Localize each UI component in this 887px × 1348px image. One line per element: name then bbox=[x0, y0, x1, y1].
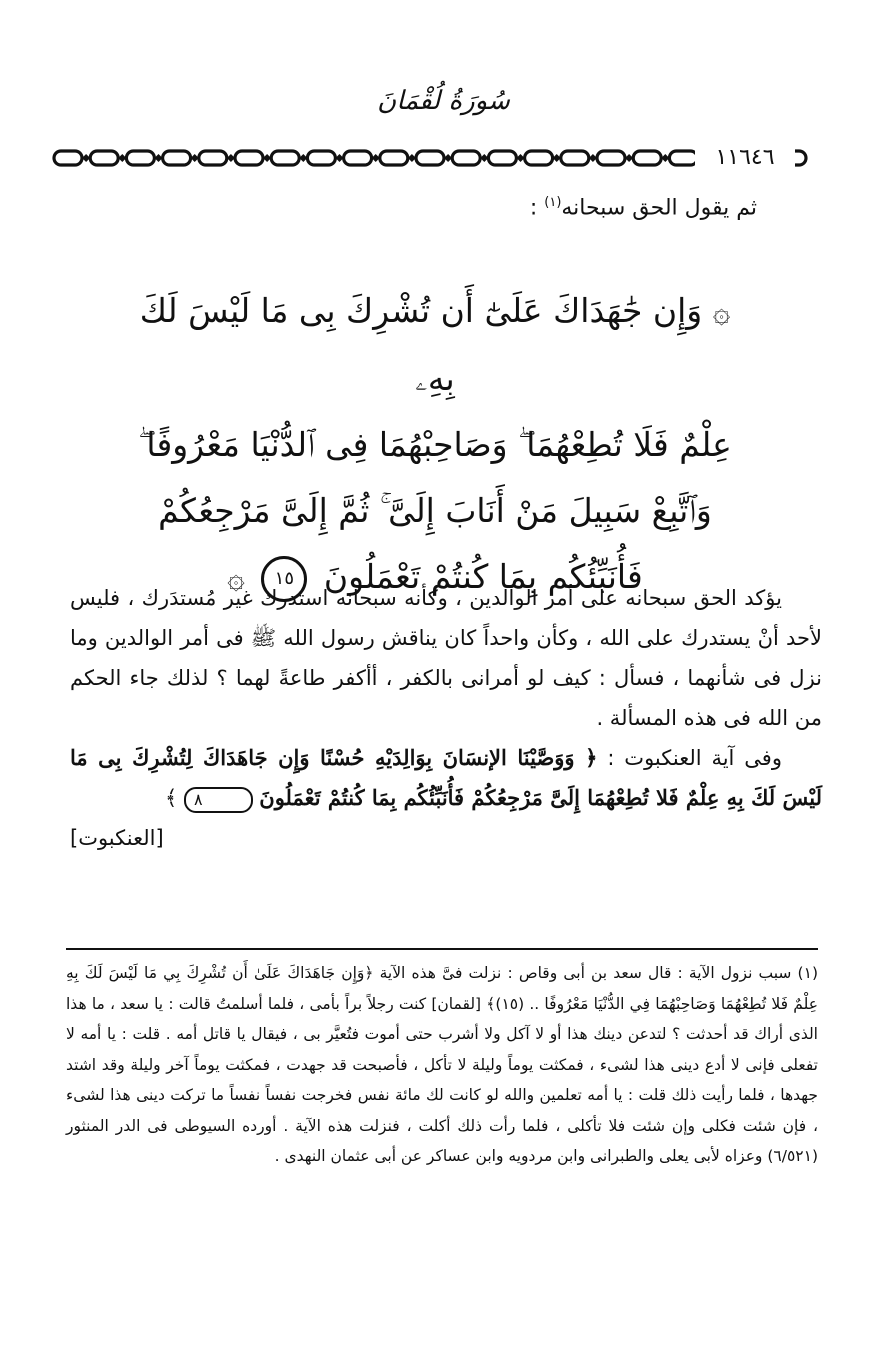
border-diamond bbox=[444, 154, 452, 162]
border-link bbox=[380, 151, 408, 165]
border-link bbox=[633, 151, 661, 165]
quote-close: ﴾ bbox=[164, 786, 178, 810]
quote-intro: وفى آية العنكبوت : bbox=[607, 746, 782, 770]
border-diamond bbox=[336, 154, 344, 162]
intro-text: ثم يقول الحق سبحانه bbox=[561, 195, 757, 221]
border-link bbox=[344, 151, 372, 165]
footnote-divider bbox=[66, 948, 818, 950]
border-link bbox=[199, 151, 227, 165]
verse-line: وَٱتَّبِعْ سَبِيلَ مَنْ أَنَابَ إِلَىَّ ۚ ثُمَّ إِلَىَّ مَرْجِعُكُمْ bbox=[158, 491, 712, 530]
verse-line bbox=[130, 278, 740, 412]
footnote-marker[interactable]: (١) bbox=[544, 195, 562, 210]
border-diamond bbox=[191, 154, 199, 162]
border-diamond bbox=[517, 154, 525, 162]
intro-line bbox=[530, 195, 757, 220]
border-diamond bbox=[625, 154, 633, 162]
commentary-paragraph: يؤكد الحق سبحانه على أمر الوالدين ، وكأنه سبحانه استدرك غير مُستدَرك ، فليس لأحد أنْ يستدرك على الله ، وكأن واحداً كان يناقش رسول الله ﷺ فى أمر الوالدين وما نزل فى شأنهما ، فسأل : كيف لو أمرانى بالكفر ، أأكفر طاعةً لهما ؟ لذلك جاء الحكم من الله فى هذه المسألة . bbox=[70, 586, 822, 730]
border-link bbox=[235, 151, 263, 165]
border-link bbox=[669, 151, 697, 165]
quran-verse-block bbox=[130, 278, 740, 612]
border-diamond bbox=[661, 154, 669, 162]
verse-line-text: وَإِن جَٰهَدَاكَ عَلَىٰٓ أَن تُشْرِكَ بِى مَا لَيْسَ لَكَ بِهِۦ bbox=[139, 291, 703, 398]
border-link bbox=[126, 151, 154, 165]
border-link bbox=[488, 151, 516, 165]
border-link bbox=[525, 151, 553, 165]
ayah-number-badge: ٨ bbox=[184, 787, 253, 813]
border-diamond bbox=[589, 154, 597, 162]
ayah-number-badge: ١٥ bbox=[261, 556, 307, 602]
border-diamond bbox=[227, 154, 235, 162]
border-link bbox=[452, 151, 480, 165]
border-link bbox=[561, 151, 589, 165]
border-diamond bbox=[118, 154, 126, 162]
border-diamond bbox=[299, 154, 307, 162]
border-link bbox=[54, 151, 82, 165]
footnote bbox=[66, 958, 818, 1172]
border-link bbox=[271, 151, 299, 165]
intro-colon: : bbox=[529, 195, 538, 221]
border-link bbox=[307, 151, 335, 165]
surah-reference: [العنكبوت] bbox=[70, 826, 164, 850]
border-diamond bbox=[408, 154, 416, 162]
quoted-verse: ﴿ وَوَصَّيْنَا الإنسَانَ بِوَالِدَيْهِ حُسْنًا وَإِن جَاهَدَاكَ لِتُشْرِكَ بِى مَا لَيْسَ لَكَ بِهِ عِلْمٌ فَلا تُطِعْهُمَا إِلَىَّ مَرْجِعُكُمْ فَأُنَبِّئُكُم بِمَا كُنتُمْ تَعْمَلُونَ bbox=[70, 745, 822, 810]
border-diamond bbox=[553, 154, 561, 162]
border-diamond bbox=[480, 154, 488, 162]
page-number: ١١٦٤٦ bbox=[695, 140, 795, 176]
commentary-paragraph-quote bbox=[70, 738, 822, 850]
border-link bbox=[90, 151, 118, 165]
commentary-body bbox=[70, 578, 822, 858]
border-diamond bbox=[155, 154, 163, 162]
surah-title: سُورَةُ لُقْمَانَ bbox=[377, 86, 510, 116]
footnote-text: (١) سبب نزول الآية : قال سعد بن أبى وقاص : نزلت فىَّ هذه الآية ﴿وَإِن جَاهَدَاكَ عَلَىٰ أَن تُشْرِكَ بِي مَا لَيْسَ لَكَ بِهِ عِلْمٌ فَلا تُطِعْهُمَا وَصَاحِبْهُمَا فِي الدُّنْيَا مَعْرُوفًا .. (١٥)﴾ [لقمان] كنت رجلاً براً بأمى ، فلما أسلمتُ قالت : يا سعد ، ما هذا الذى أراك قد أحدثت ؟ لتدعن دينك هذا أو لا آكل ولا أشرب حتى أموت فتُعيَّر بى ، فيقال يا قاتل أمه . قلت : يا أمه لا تفعلى فإنى لا أدع دينى هذا لشىء ، فمكثت يوماً وليلة لا تأكل ، فأصبحت قد جهدت ، فمكثت يوماً آخر وليلة وقد اشتد جهدها ، فلما رأيت ذلك قلت : يا أمه تعلمين والله لو كانت لك مائة نفس فخرجت نفساً نفساً ما تركت دينى هذا لشىء ، فإن شئت فكلى وإن شئت فلا تأكلى ، فلما رأت ذلك أكلت ، فنزلت هذه الآية . أورده السيوطى فى الدر المنثور (٦/٥٢١) وعزاه لأبى يعلى والطبرانى وابن مردويه وابن عساكر عن أبى عثمان النهدى . bbox=[66, 964, 818, 1165]
border-diamond bbox=[263, 154, 271, 162]
verse-start-ornament-icon: ۞ bbox=[712, 295, 731, 330]
border-link bbox=[597, 151, 625, 165]
verse-end-ornament-icon: ۞ bbox=[227, 561, 245, 596]
border-diamond bbox=[82, 154, 90, 162]
border-link bbox=[163, 151, 191, 165]
verse-line: عِلْمٌ فَلَا تُطِعْهُمَا ۖ وَصَاحِبْهُمَا فِى ٱلدُّنْيَا مَعْرُوفًا ۖ bbox=[138, 425, 732, 464]
verse-line-text: فَأُنَبِّئُكُم بِمَا كُنتُمْ تَعْمَلُونَ bbox=[323, 557, 643, 596]
border-link bbox=[416, 151, 444, 165]
border-diamond bbox=[372, 154, 380, 162]
